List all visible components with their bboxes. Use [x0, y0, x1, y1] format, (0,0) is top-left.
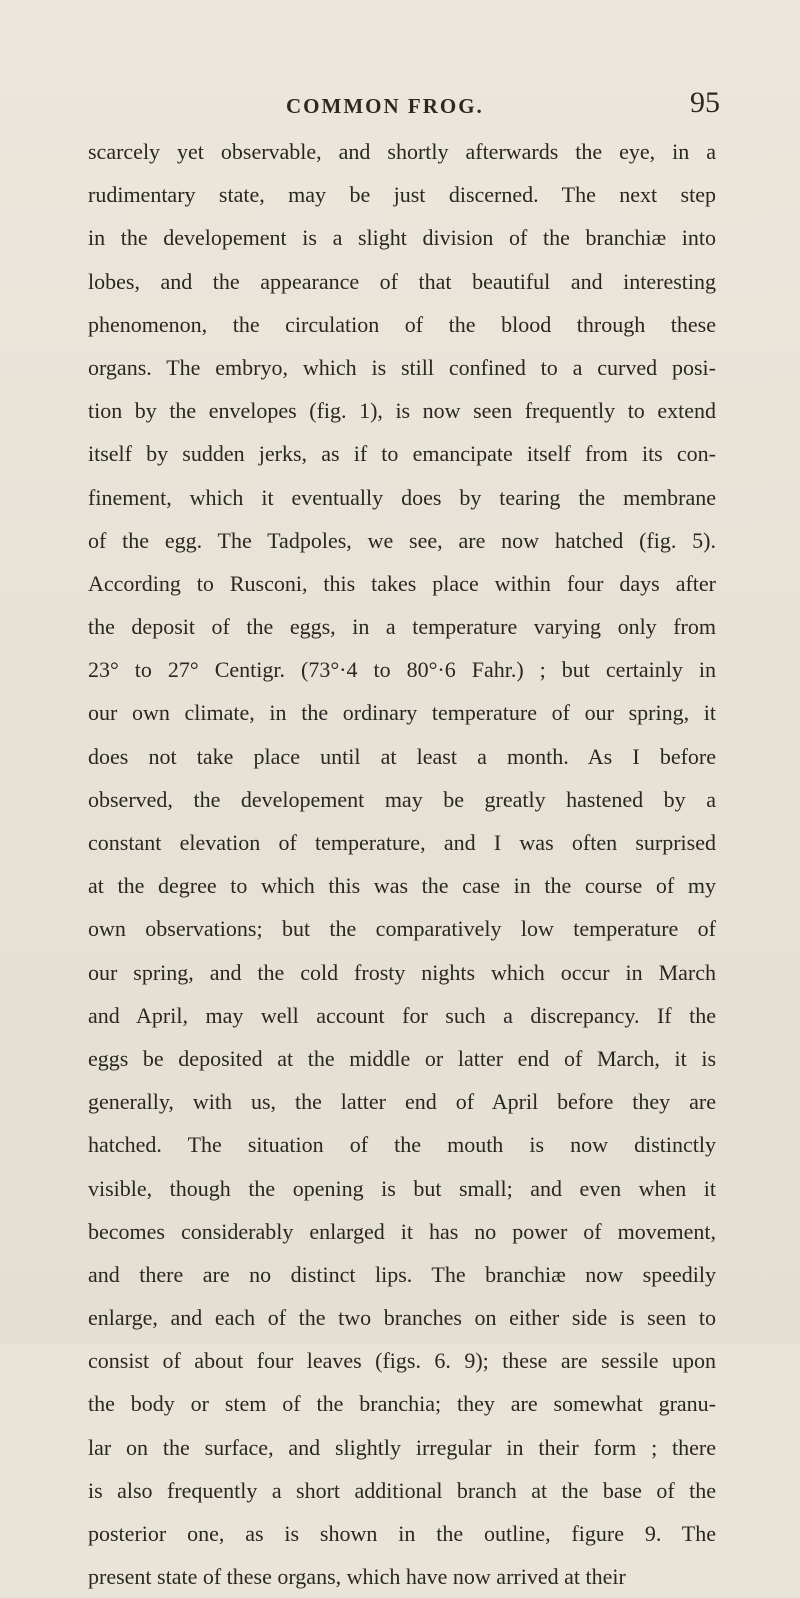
text-line: itself by sudden jerks, as if to emancipate itself from its con-	[88, 441, 716, 467]
text-line: 23° to 27° Centigr. (73°·4 to 80°·6 Fahr.) ; but certainly in	[88, 657, 716, 683]
text-line: organs. The embryo, which is still confined to a curved posi-	[88, 354, 716, 380]
text-line: own observations; but the comparatively low temperature of	[88, 916, 716, 942]
text-line: in the developement is a slight division of the branchiæ into	[88, 225, 716, 251]
page-number: 95	[690, 86, 720, 119]
text-line: our own climate, in the ordinary temperature of our spring, it	[88, 700, 716, 726]
text-line: at the degree to which this was the case in the course of my	[88, 873, 716, 899]
text-line: hatched. The situation of the mouth is now distinctly	[88, 1132, 716, 1158]
text-line: rudimentary state, may be just discerned. The next step	[88, 182, 716, 208]
text-line: becomes considerably enlarged it has no power of movement,	[88, 1218, 716, 1244]
running-title: COMMON FROG.	[286, 94, 484, 118]
text-line: generally, with us, the latter end of April before they are	[88, 1089, 716, 1115]
text-line: posterior one, as is shown in the outline, figure 9. The	[88, 1521, 716, 1546]
text-line: constant elevation of temperature, and I was often surprised	[88, 830, 716, 855]
text-line: finement, which it eventually does by tearing the membrane	[88, 484, 716, 510]
text-line: scarcely yet observable, and shortly afterwards the eye, in a	[88, 139, 716, 164]
text-line: eggs be deposited at the middle or latter end of March, it is	[88, 1045, 716, 1071]
text-line: present state of these organs, which have now arrived at their	[88, 1564, 626, 1590]
text-line: observed, the developement may be greatly hastened by a	[88, 786, 716, 812]
text-line: phenomenon, the circulation of the blood through these	[88, 311, 716, 337]
text-line: of the egg. The Tadpoles, we see, are now hatched (fig. 5).	[88, 527, 716, 553]
text-line: visible, though the opening is but small; and even when it	[88, 1175, 716, 1201]
text-line: and April, may well account for such a discrepancy. If the	[88, 1002, 716, 1028]
body-text	[88, 130, 716, 1598]
text-line: tion by the envelopes (fig. 1), is now seen frequently to extend	[88, 398, 716, 424]
text-line: the body or stem of the branchia; they are somewhat granu-	[88, 1391, 716, 1417]
text-line: According to Rusconi, this takes place within four days after	[88, 570, 716, 596]
text-line: the deposit of the eggs, in a temperature varying only from	[88, 614, 716, 640]
text-line: lobes, and the appearance of that beautiful and interesting	[88, 268, 716, 294]
text-line: our spring, and the cold frosty nights which occur in March	[88, 959, 716, 985]
text-line: enlarge, and each of the two branches on either side is seen to	[88, 1305, 716, 1331]
running-head	[88, 84, 720, 124]
text-line: consist of about four leaves (figs. 6. 9); these are sessile upon	[88, 1348, 716, 1374]
text-line: lar on the surface, and slightly irregular in their form ; there	[88, 1434, 716, 1460]
text-line: does not take place until at least a month. As I before	[88, 743, 716, 769]
text-line: is also frequently a short additional branch at the base of the	[88, 1477, 716, 1503]
text-line: and there are no distinct lips. The branchiæ now speedily	[88, 1261, 716, 1287]
